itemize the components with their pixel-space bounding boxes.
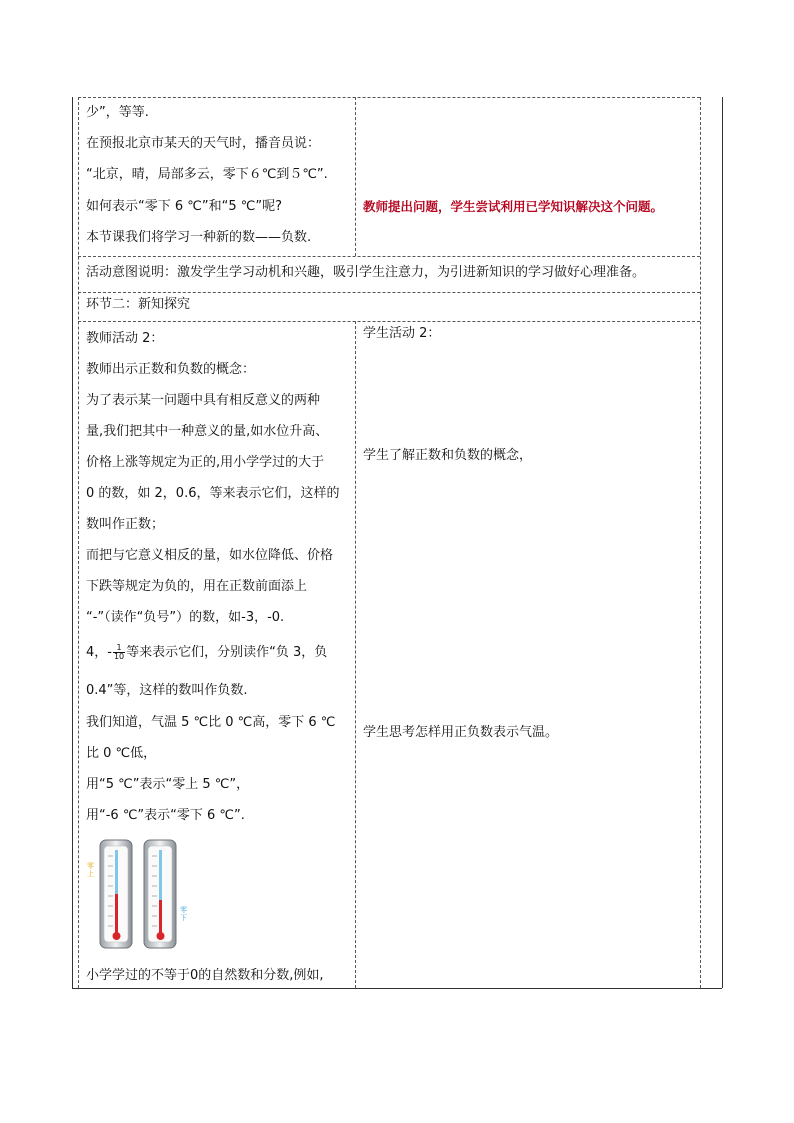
teacher-line-12: 比 0 ℃低， [86, 746, 157, 761]
thermometer-illustration [86, 836, 196, 956]
fraction-one-tenth [113, 644, 125, 661]
col-divider-middle-upper [355, 97, 356, 256]
fraction-denominator: 10 [113, 652, 125, 661]
teacher-line-13: 用“5 ℃”表示“零上 5 ℃”， [86, 777, 250, 792]
teacher-line-4: 价格上涨等规定为正的,用小学学过的大于 [86, 455, 325, 470]
student-line-2: 学生思考怎样用正负数表示气温。 [363, 725, 559, 740]
row-divider-3 [78, 321, 700, 322]
row-divider-top [78, 97, 700, 98]
table-left-border [72, 97, 73, 988]
upper-left-line-4: 如何表示“零下 6 ℃”和“5 ℃”呢? [86, 199, 282, 214]
thermometer-icon [86, 836, 196, 956]
teacher-line-1: 教师出示正数和负数的概念： [86, 362, 256, 377]
student-line-1: 学生了解正数和负数的概念， [363, 448, 533, 463]
upper-left-line-5: 本节课我们将学习一种新的数——负数. [86, 230, 312, 245]
col-divider-right [700, 97, 701, 988]
teacher-activity-title: 教师活动 2： [86, 331, 164, 346]
col-divider-middle-lower [355, 321, 356, 988]
fraction-line-prefix: 4，- [86, 645, 112, 660]
upper-left-line-2: 在预报北京市某天的天气时，播音员说： [86, 136, 321, 151]
thermometer-right-label: 零下 [180, 906, 187, 922]
teacher-fraction-line [86, 644, 327, 662]
teacher-line-8: 下跌等规定为负的，用在正数前面添上 [86, 579, 308, 594]
upper-left-line-1: 少”，等等. [86, 105, 149, 120]
row-divider-1 [78, 256, 700, 257]
teacher-line-11: 我们知道，气温 5 ℃比 0 ℃高，零下 6 ℃ [86, 715, 336, 730]
upper-left-line-3: “北京，晴，局部多云，零下６℃到５℃”. [86, 167, 328, 182]
teacher-line-2: 为了表示某一问题中具有相反意义的两种 [86, 393, 321, 408]
teacher-line-14: 用“-6 ℃”表示“零下 6 ℃”. [86, 808, 245, 823]
col-divider-left [78, 97, 79, 988]
teacher-line-10: 0.4”等，这样的数叫作负数. [86, 683, 248, 698]
teacher-line-5: 0 的数，如 2，0.6，等来表示它们，这样的 [86, 486, 340, 501]
teacher-bottom-line: 小学学过的不等于0的自然数和分数,例如, [86, 968, 324, 983]
row-divider-2 [78, 292, 700, 293]
table-bottom-border [72, 988, 722, 989]
table-right-border [722, 97, 723, 988]
student-activity-title: 学生活动 2： [363, 326, 441, 341]
teacher-line-6: 数叫作正数； [86, 517, 165, 532]
teacher-line-7: 而把与它意义相反的量，如水位降低、价格 [86, 548, 334, 563]
thermometer-left-label: 零上 [87, 862, 94, 878]
upper-right-note: 教师提出问题，学生尝试利用已学知识解决这个问题。 [363, 199, 664, 214]
fraction-line-suffix: 等来表示它们，分别读作“负 3，负 [126, 645, 328, 660]
teacher-line-3: 量,我们把其中一种意义的量,如水位升高、 [86, 424, 329, 439]
teacher-line-9: “-”（读作“负号”）的数，如-3，-0. [86, 610, 285, 625]
activity-intent: 活动意图说明：激发学生学习动机和兴趣，吸引学生注意力，为引进新知识的学习做好心理准备。 [86, 265, 646, 280]
fraction-numerator: 1 [113, 644, 125, 653]
section-2-title: 环节二：新知探究 [86, 297, 191, 312]
